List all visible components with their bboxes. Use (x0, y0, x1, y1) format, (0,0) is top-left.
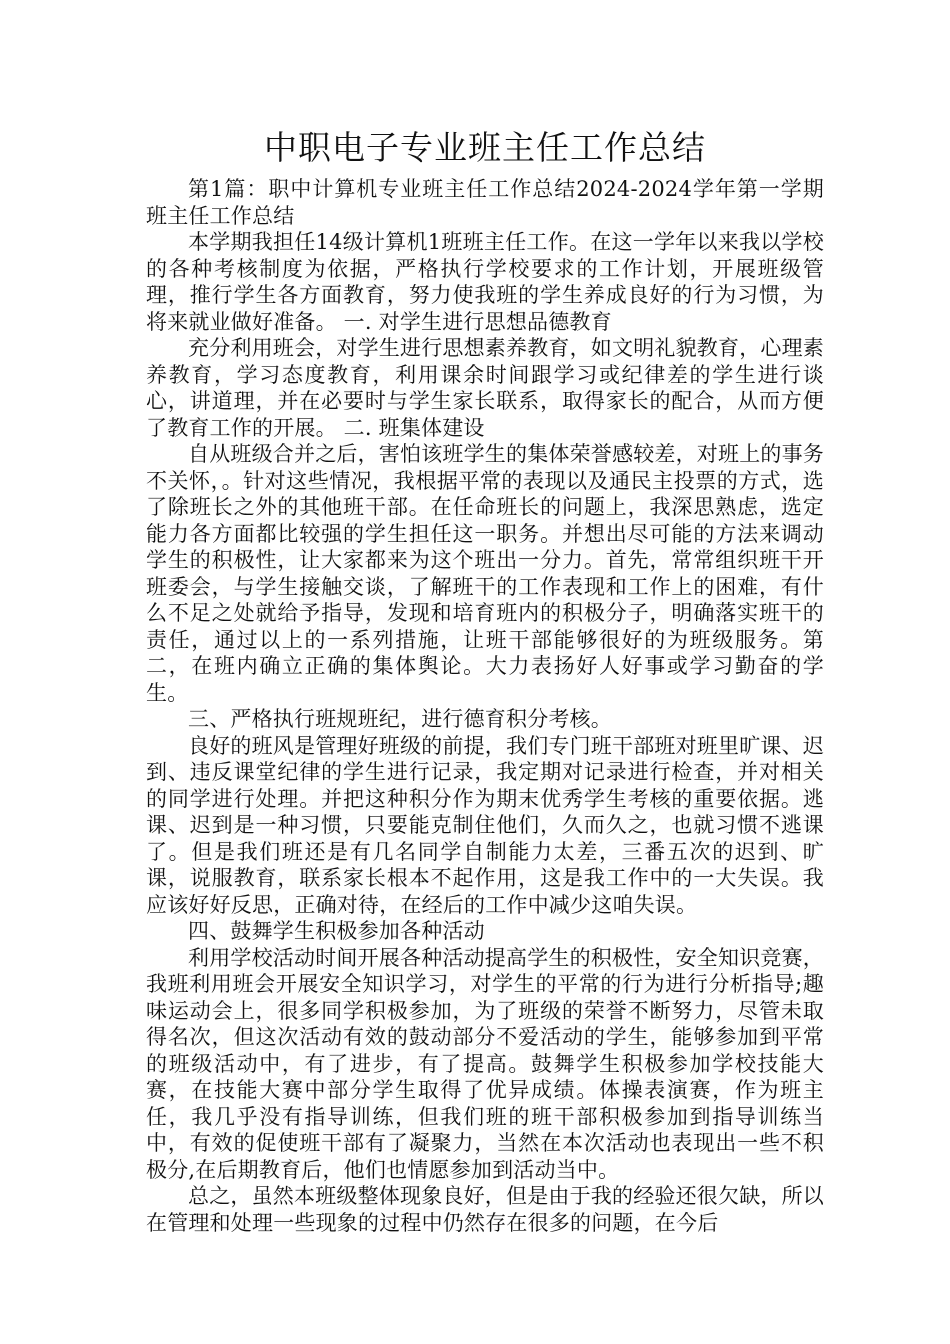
paragraph-7: 四、鼓舞学生积极参加各种活动 (188, 919, 485, 943)
paragraph-9: 总之，虽然本班级整体现象良好，但是由于我的经验还很欠缺，所以在管理和处理一些现象的过程中仍然存在很多的问题，在今后 (146, 1184, 824, 1235)
paragraph-6: 良好的班风是管理好班级的前提，我们专门班干部班对班里旷课、迟到、违反课堂纪律的学生进行记录，我定期对记录进行检查，并对相关的同学进行处理。并把这种积分作为期末优秀学生考核的重要依据。逃课、迟到是一种习惯，只要能克制住他们，久而久之，也就习惯不逃课了。但是我们班还是有几名同学自制能力太差，三番五次的迟到、旷课，说服教育，联系家长根本不起作用，这是我工作中的一大失误。我应该好好反思，正确对待，在经后的工作中减少这咱失误。 (146, 733, 824, 917)
paragraph-4: 自从班级合并之后，害怕该班学生的集体荣誉感较差，对班上的事务不关怀，。针对这些情况，我根据平常的表现以及通民主投票的方式，选了除班长之外的其他班干部。在任命班长的问题上，我深思熟虑，选定能力各方面都比较强的学生担任这一职务。并想出尽可能的方法来调动学生的积极性，让大家都来为这个班出一分力。首先，常常组织班干开班委会，与学生接触交谈，了解班干的工作表现和工作上的困难，有什么不足之处就给予指导，发现和培育班内的积极分子，明确落实班干的责任，通过以上的一系列措施，让班干部能够很好的为班级服务。第二，在班内确立正确的集体舆论。大力表扬好人好事或学习勤奋的学生。 (146, 442, 824, 705)
paragraph-1: 第1篇：职中计算机专业班主任工作总结2024-2024学年第一学期班主任工作总结 (146, 177, 824, 228)
paragraph-3: 充分利用班会，对学生进行思想素养教育，如文明礼貌教育，心理素养教育，学习态度教育，利用课余时间跟学习或纪律差的学生进行谈心，讲道理，并在必要时与学生家长联系，取得家长的配合，从而方便了教育工作的开展。 二. 班集体建设 (146, 336, 824, 440)
paragraph-8: 利用学校活动时间开展各种活动提高学生的积极性，安全知识竞赛，我班利用班会开展安全知识学习，对学生的平常的行为进行分析指导;趣味运动会上，很多同学积极参加，为了班级的荣誉不断努力，尽管未取得名次，但这次活动有效的鼓动部分不爱活动的学生，能够参加到平常的班级活动中，有了进步，有了提高。鼓舞学生积极参加学校技能大赛，在技能大赛中部分学生取得了优异成绩。体操表演赛，作为班主任，我几乎没有指导训练，但我们班的班干部积极参加到指导训练当中，有效的促使班干部有了凝聚力，当然在本次活动也表现出一些不积极分,在后期教育后，他们也情愿参加到活动当中。 (146, 945, 824, 1182)
paragraph-2: 本学期我担任14级计算机1班班主任工作。在这一学年以来我以学校的各种考核制度为依据，严格执行学校要求的工作计划，开展班级管理，推行学生各方面教育，努力使我班的学生养成良好的行为习惯，为将来就业做好准备。 一. 对学生进行思想品德教育 (146, 230, 824, 334)
paragraph-5: 三、严格执行班规班纪，进行德育积分考核。 (188, 707, 612, 731)
document-title: 中职电子专业班主任工作总结 (264, 128, 706, 167)
document-page (146, 126, 824, 1236)
